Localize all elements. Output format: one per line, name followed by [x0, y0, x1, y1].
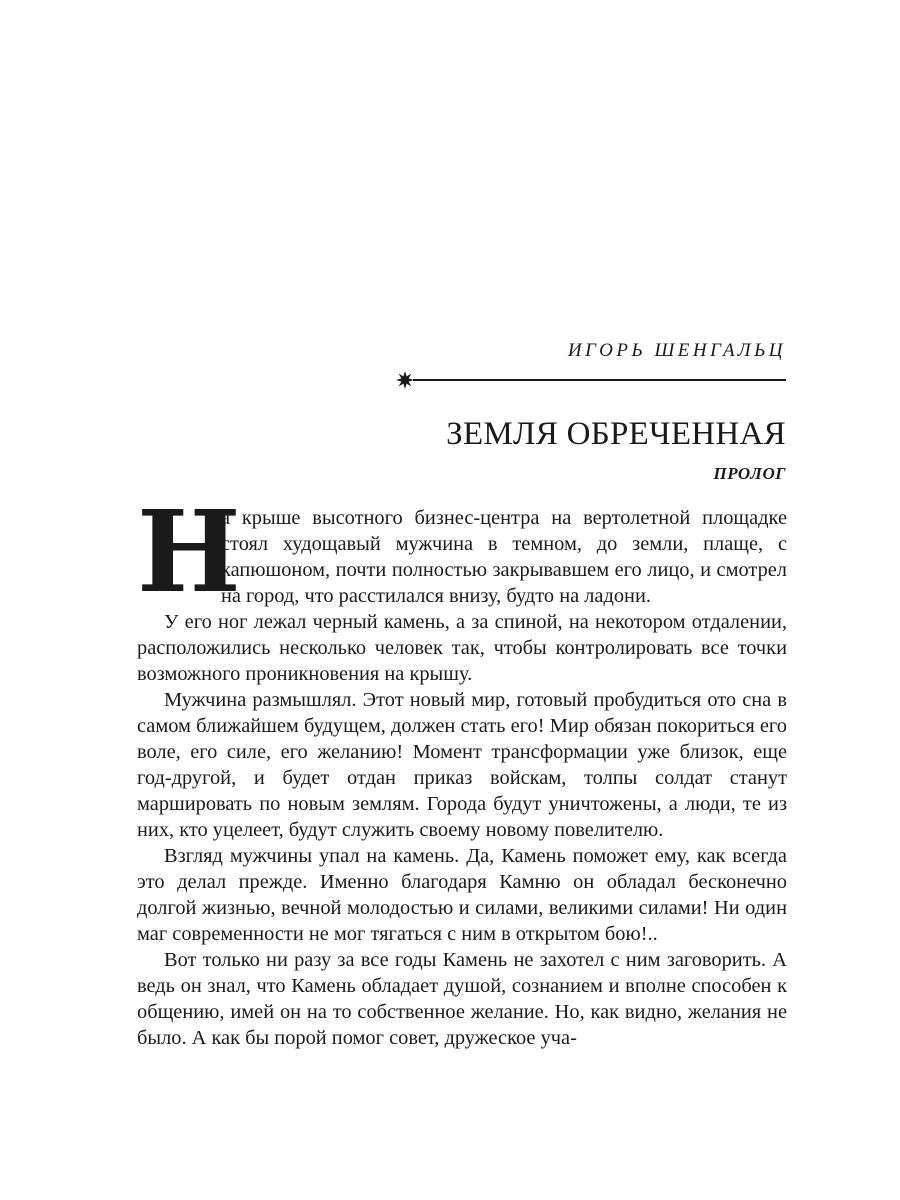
paragraph-4: Взгляд мужчины упал на камень. Да, Камень поможет ему, как всегда это делал прежде. Именно благодаря Камню он обладал бесконечно долгой жизнью, вечной молодостью и силами, великими силами! Ни один маг современности не мог тягаться с ним в открытом бою!.. — [137, 845, 787, 945]
author-name: ИГОРЬ ШЕНГАЛЬЦ — [567, 340, 786, 361]
paragraph-3: Мужчина размышлял. Этот новый мир, готовый пробудиться ото сна в самом ближайшем будущем, должен стать его! Мир обязан покориться его воле, его силе, его желанию! Момент трансформации уже близок, еще год-другой, и будет отдан приказ войскам, толпы солдат станут маршировать по новым землям. Города будут уничтожены, а люди, те из них, кто уцелеет, будут служить своему новому повелителю. — [137, 689, 787, 841]
paragraph-2: У его ног лежал черный камень, а за спиной, на некотором отдалении, расположились несколько человек так, чтобы контролировать все точки возможного проникновения на крышу. — [137, 611, 787, 685]
chapter-heading: ПРОЛОГ — [713, 464, 786, 483]
divider-line — [413, 379, 786, 381]
paragraph-1-text: а крыше высотного бизнес-центра на вертолетной площадке стоял худощавый мужчина в темном, до земли, плаще, с капюшоном, почти полностью закрывавшем его лицо, и смотрел на город, что расстилался внизу, будто на ладони. — [221, 507, 787, 607]
title-divider — [395, 370, 786, 390]
book-title: ЗЕМЛЯ ОБРЕЧЕННАЯ — [446, 416, 786, 453]
drop-cap-letter: Н — [137, 487, 241, 618]
paragraph-5: Вот только ни разу за все годы Камень не захотел с ним заговорить. А ведь он знал, что Камень обладает душой, сознанием и вполне способен к общению, имей он на то собственное желание. Но, как видно, желания не было. А как бы порой помог совет, дружеское уча- — [137, 949, 787, 1049]
body-text — [137, 487, 787, 1051]
star-ornament-icon — [395, 370, 415, 390]
paragraph-1 — [137, 487, 787, 618]
